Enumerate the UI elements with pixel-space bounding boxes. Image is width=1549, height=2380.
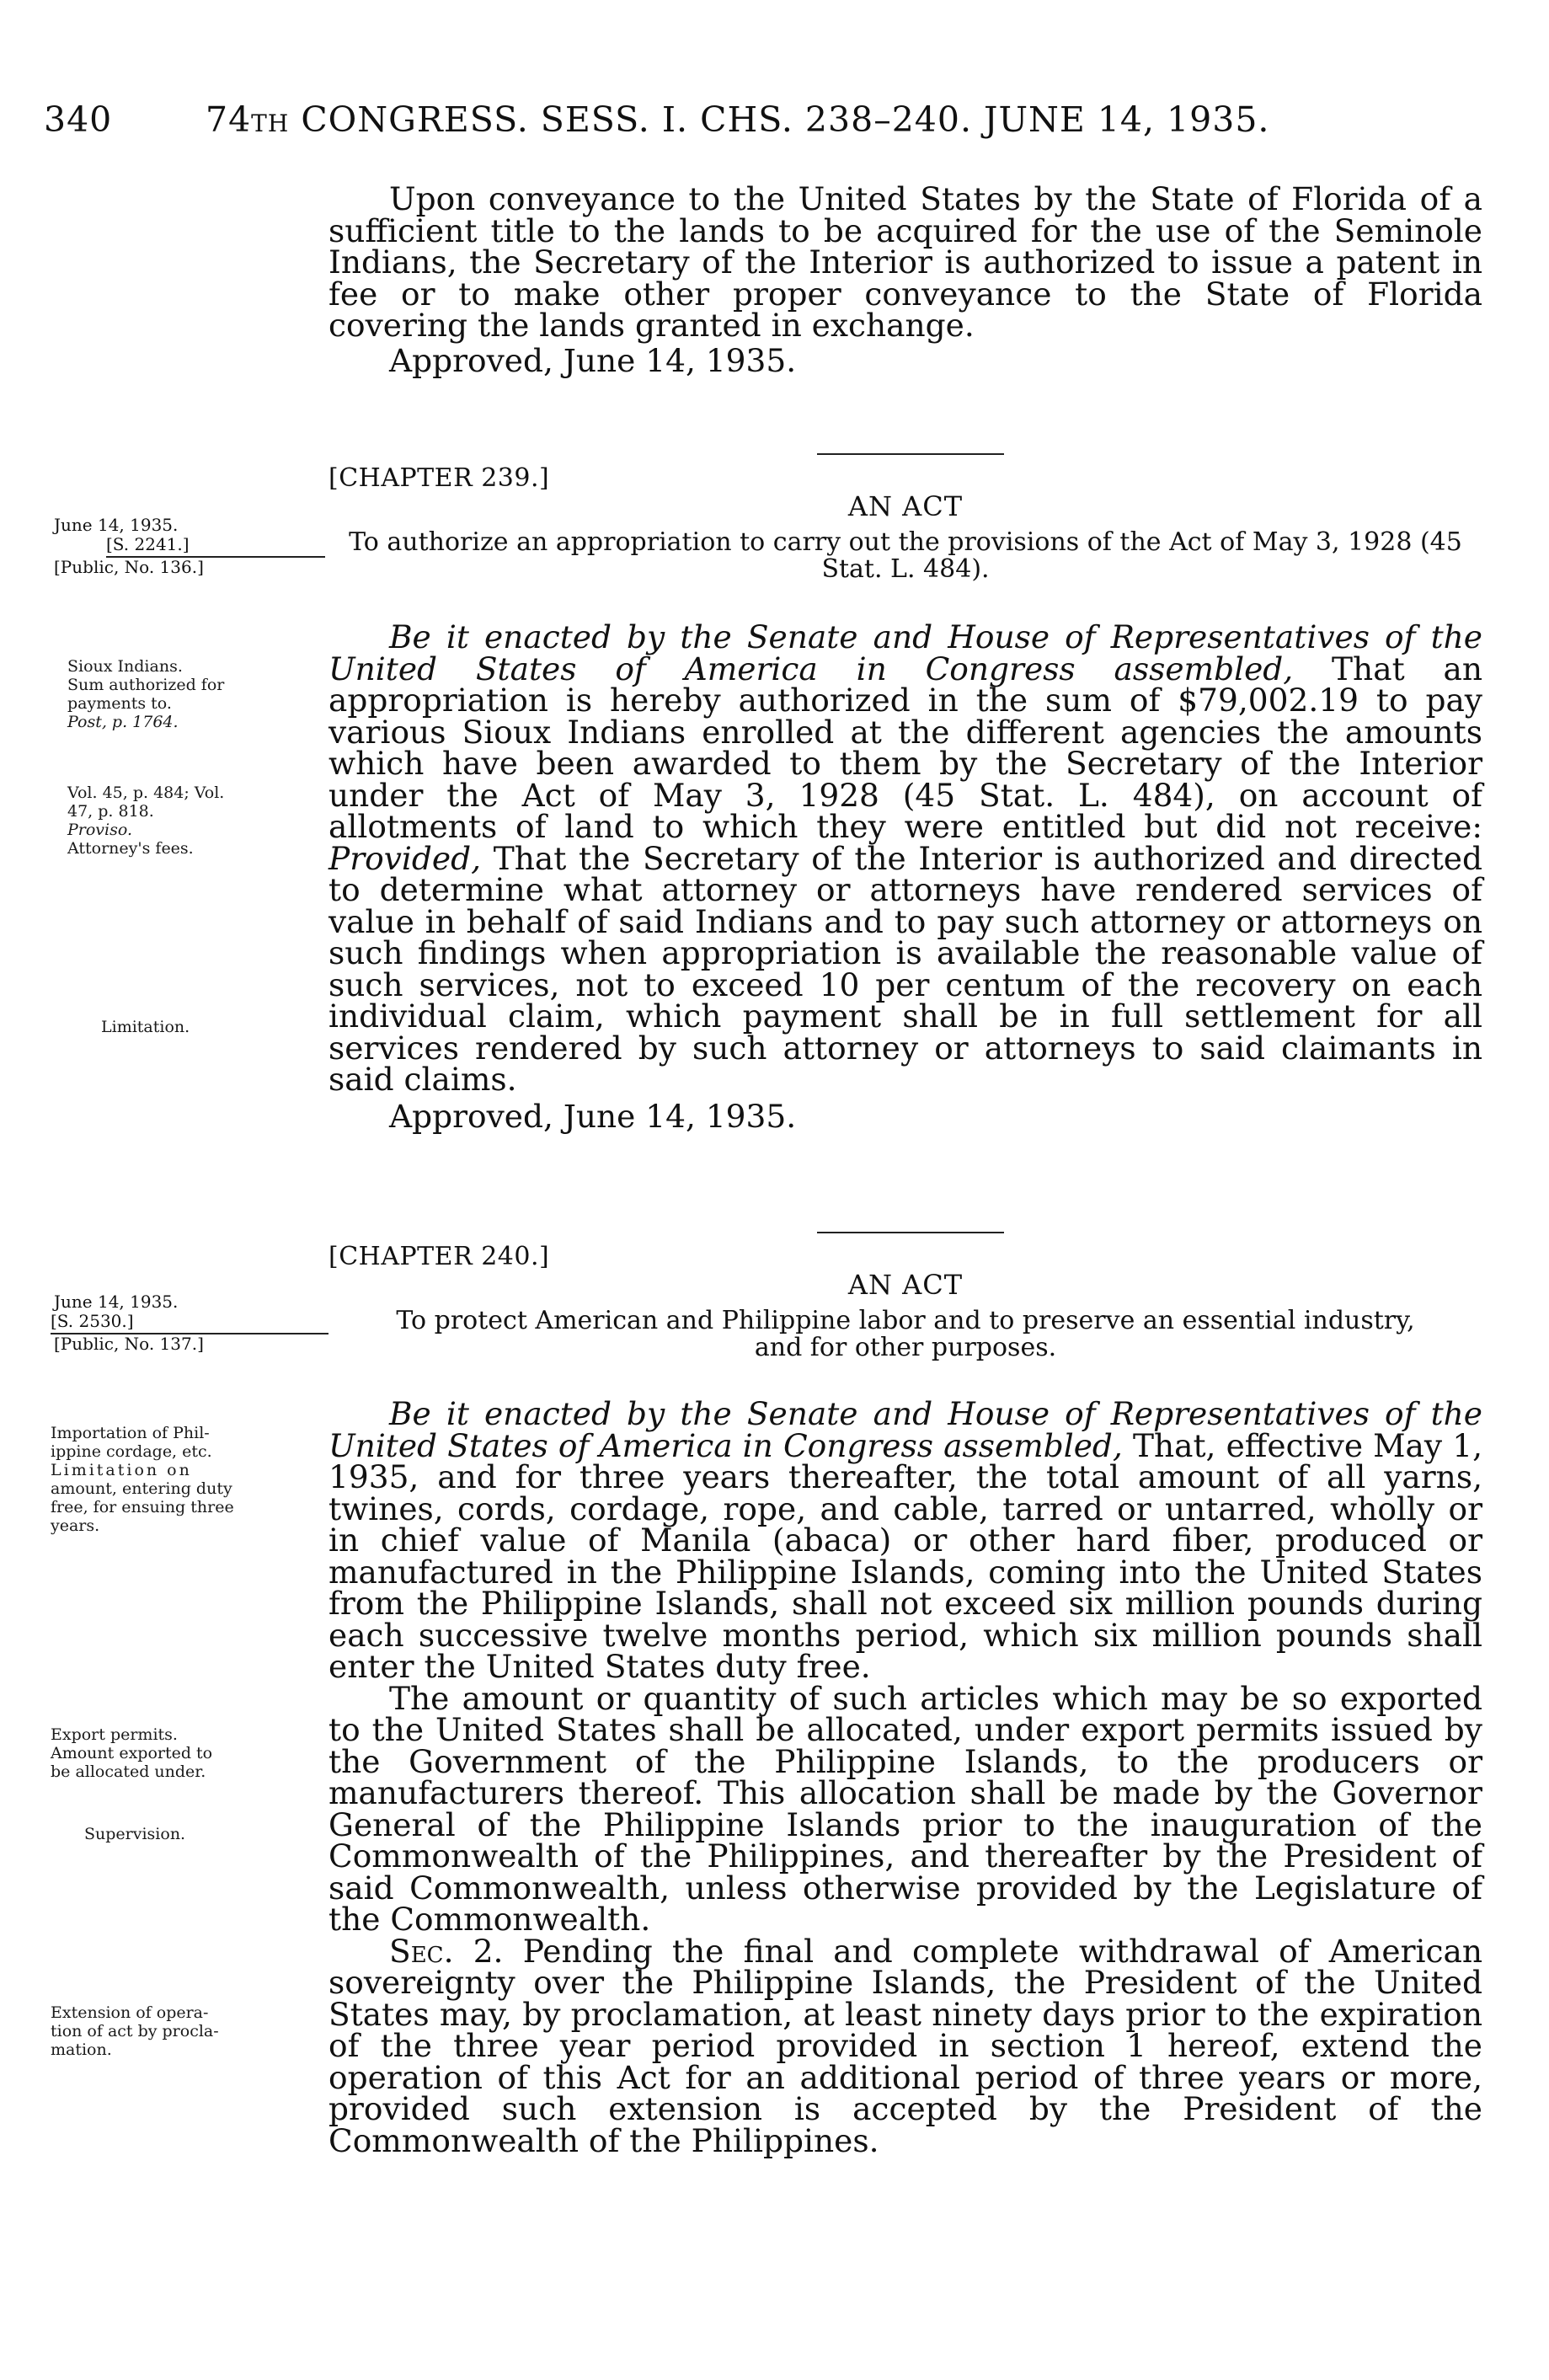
- running-header: [44, 99, 1501, 150]
- ch240-section-2: [328, 1932, 1483, 2159]
- ch238-end: [328, 180, 1482, 379]
- running-head-text: CONGRESS. SESS. I. CHS. 238–240. JUNE 14, 1935.: [301, 99, 1270, 140]
- ch240-ref-date: June 14, 1935.: [54, 1292, 179, 1312]
- ch240-body: [328, 1395, 1483, 2159]
- ch240-ref-bill: [S. 2530.]: [51, 1312, 328, 1334]
- ch240-ref-public: [Public, No. 137.]: [54, 1334, 204, 1354]
- ch239-ref-bill: [S. 2241.]: [106, 535, 325, 558]
- ch240-chapter-label: [CHAPTER 240.]: [328, 1242, 550, 1271]
- ch240-reference: [51, 1292, 328, 1354]
- ch240-margin-note-4: Extension of opera- tion of act by procla- mation.: [51, 2003, 219, 2059]
- ch239-ref-public: [Public, No. 136.]: [54, 557, 204, 577]
- ch239-enacting-clause: Be it enacted by the Senate and House of Representatives of the United States of America in Congress assembled,: [328, 618, 1482, 687]
- ch239-chapter-label: [CHAPTER 239.]: [328, 463, 550, 493]
- congress-number: 74: [206, 99, 252, 140]
- page-number: 340: [44, 99, 113, 140]
- ch240-para-1: That, effective May 1, 1935, and for three years thereafter, the total amount of all yarns, twines, cords, cordage, rope, and cable, tarred or untarred, wholly or in chief value of Manila (abaca) or other hard fiber, produced or manufactured in the Philippine Islands, coming into the United States from the Philippine Islands, shall not exceed six million pounds during each successive twelve months period, which six million pounds shall enter the United States duty free.: [328, 1426, 1482, 1685]
- ch240-margin-note-3: Supervision.: [84, 1825, 186, 1843]
- ch239-an-act: AN ACT: [847, 490, 964, 522]
- ch239-title: To authorize an appropriation to carry out the provisions of the Act of May 3, 1928 (45 Stat. L. 484).: [349, 527, 1462, 584]
- ch238-approved: Approved, June 14, 1935.: [389, 341, 797, 379]
- ch239-margin-note-3: Limitation.: [101, 1018, 190, 1036]
- ch239-margin-note-1: Sioux Indians. Sum authorized for payments to. Post, p. 1764.: [67, 657, 225, 731]
- ch240-section-1: [328, 1395, 1482, 1685]
- congress-suffix: TH: [251, 110, 290, 137]
- ch240-para-3: Pending the final and complete withdrawal of American sovereignty over the Philippine Islands, the President of the United States may, by proclamation, at least ninety days prior to the expiration of the three year period provided in section 1 hereof, extend the operation of this Act for an additional period of three years or more, provided such extension is accepted by the President of the Commonwealth of the Philippines.: [328, 1932, 1483, 2159]
- running-head: [206, 99, 1269, 140]
- ch239-approved: Approved, June 14, 1935.: [389, 1097, 797, 1135]
- ch240-margin-note-1: Importation of Phil- ippine cordage, etc. Limitation on amount, entering duty free, for ensuing three years.: [51, 1424, 234, 1535]
- ch240-title-line-1: To protect American and Philippine labor and to preserve an essential industry,: [396, 1306, 1415, 1335]
- ch240-para-2: The amount or quantity of such articles which may be so exported to the United States shall be allocated, under export permits issued by the Government of the Philippine Islands, to the producers or manufacturers thereof. This allocation shall be made by the Governor General of the Philippine Islands prior to the inauguration of the Commonwealth of the Philippines, and thereafter by the President of said Commonwealth, unless otherwise provided by the Legislature of the Commonwealth.: [328, 1679, 1482, 1938]
- section-rule: [817, 1232, 1004, 1233]
- ch239-text-2: That the Secretary of the Interior is authorized and directed to determine what attorney or attorneys have rendered services of value in behalf of said Indians and to pay such attorney or attorneys on such findings when appropriation is available the reasonable value of such services, not to exceed 10 per centum of the recovery on each individual claim, which payment shall be in full settlement for all services rendered by such attorney or attorneys to said claimants in said claims.: [328, 839, 1482, 1098]
- ch239-ref-date: June 14, 1935.: [54, 515, 179, 535]
- ch239-reference: [51, 516, 328, 577]
- section-rule: [817, 453, 1004, 455]
- ch238-paragraph: Upon conveyance to the United States by the State of Florida of a sufficient title to the lands to be acquired for the use of the Seminole Indians, the Secretary of the Interior is authorized to issue a patent in fee or to make other proper conveyance to the State of Florida covering the lands granted in exchange.: [328, 180, 1482, 344]
- ch240-an-act: AN ACT: [847, 1269, 964, 1301]
- ch239-proviso: Provided,: [328, 839, 482, 877]
- ch240-title-line-2: and for other purposes.: [754, 1333, 1057, 1362]
- ch239-margin-note-2: Vol. 45, p. 484; Vol. 47, p. 818. Proviso. Attorney's fees.: [67, 784, 225, 858]
- ch240-margin-note-2: Export permits. Amount exported to be allocated under.: [51, 1725, 213, 1781]
- ch239-enactment: [328, 618, 1482, 1098]
- ch239-body: [328, 618, 1482, 1135]
- ch240-title: [328, 1308, 1482, 1361]
- ch239-text-1: That an appropriation is hereby authorized in the sum of $79,002.19 to pay various Sioux Indians enrolled at the different agencies the amounts which have been awarded to them by the Secretary of the Interior under the Act of May 3, 1928 (45 Stat. L. 484), on account of allotments of land to which they were entitled but did not receive:: [328, 650, 1482, 845]
- ch240-sec2-label: Sec. 2.: [389, 1932, 504, 1970]
- ch240-enacting-clause: Be it enacted by the Senate and House of Representatives of the United States of America in Congress assembled,: [328, 1395, 1482, 1464]
